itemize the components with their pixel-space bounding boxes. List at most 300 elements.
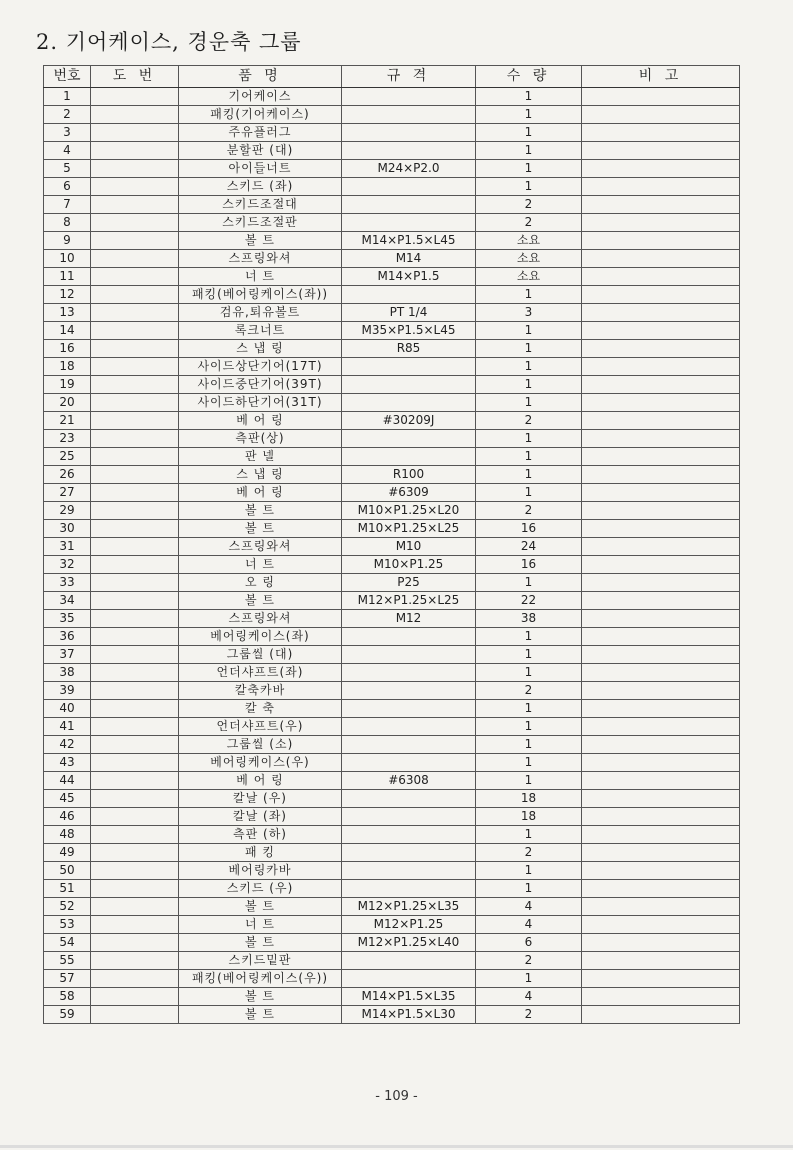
cell-drawing: [91, 484, 179, 502]
cell-drawing: [91, 844, 179, 862]
cell-qty: 1: [476, 880, 582, 898]
cell-note: [582, 916, 740, 934]
cell-note: [582, 574, 740, 592]
cell-spec: M14×P1.5: [342, 268, 476, 286]
page-number: - 109 -: [375, 1089, 418, 1104]
cell-qty: 4: [476, 988, 582, 1006]
cell-drawing: [91, 214, 179, 232]
cell-spec: [342, 448, 476, 466]
cell-name: 스키드 (우): [179, 880, 342, 898]
cell-note: [582, 142, 740, 160]
cell-no: 27: [44, 484, 91, 502]
cell-no: 50: [44, 862, 91, 880]
cell-drawing: [91, 412, 179, 430]
cell-note: [582, 988, 740, 1006]
cell-no: 53: [44, 916, 91, 934]
table-row: [44, 574, 740, 592]
cell-name: 기어케이스: [179, 88, 342, 106]
cell-drawing: [91, 988, 179, 1006]
cell-note: [582, 196, 740, 214]
table-row: [44, 250, 740, 268]
cell-no: 20: [44, 394, 91, 412]
table-row: [44, 1006, 740, 1024]
cell-spec: [342, 88, 476, 106]
table-row: [44, 664, 740, 682]
cell-name: 패 킹: [179, 844, 342, 862]
cell-name: 베어링카바: [179, 862, 342, 880]
table-row: [44, 268, 740, 286]
cell-name: 스프링와셔: [179, 250, 342, 268]
cell-drawing: [91, 556, 179, 574]
cell-name: 너 트: [179, 556, 342, 574]
table-row: [44, 286, 740, 304]
cell-drawing: [91, 718, 179, 736]
table-row: [44, 88, 740, 106]
cell-qty: 1: [476, 646, 582, 664]
cell-qty: 2: [476, 214, 582, 232]
cell-qty: 18: [476, 790, 582, 808]
cell-qty: 1: [476, 736, 582, 754]
cell-note: [582, 772, 740, 790]
cell-note: [582, 790, 740, 808]
cell-qty: 4: [476, 916, 582, 934]
cell-spec: [342, 718, 476, 736]
table-row: [44, 556, 740, 574]
cell-drawing: [91, 934, 179, 952]
cell-qty: 18: [476, 808, 582, 826]
cell-no: 6: [44, 178, 91, 196]
cell-name: 스 냅 링: [179, 340, 342, 358]
cell-spec: [342, 106, 476, 124]
table-row: [44, 826, 740, 844]
cell-qty: 22: [476, 592, 582, 610]
cell-name: 칼축카바: [179, 682, 342, 700]
cell-no: 18: [44, 358, 91, 376]
cell-no: 13: [44, 304, 91, 322]
cell-qty: 3: [476, 304, 582, 322]
cell-drawing: [91, 916, 179, 934]
cell-name: 사이드상단기어(17T): [179, 358, 342, 376]
cell-no: 59: [44, 1006, 91, 1024]
cell-note: [582, 970, 740, 988]
cell-note: [582, 106, 740, 124]
cell-spec: M12: [342, 610, 476, 628]
cell-spec: [342, 682, 476, 700]
cell-qty: 1: [476, 448, 582, 466]
cell-qty: 16: [476, 556, 582, 574]
cell-note: [582, 628, 740, 646]
cell-note: [582, 268, 740, 286]
cell-name: 패킹(기어케이스): [179, 106, 342, 124]
table-row: [44, 934, 740, 952]
table-row: [44, 484, 740, 502]
table-row: [44, 466, 740, 484]
cell-spec: #30209J: [342, 412, 476, 430]
cell-no: 30: [44, 520, 91, 538]
cell-qty: 2: [476, 682, 582, 700]
cell-note: [582, 1006, 740, 1024]
table-row: [44, 772, 740, 790]
table-row: [44, 610, 740, 628]
cell-drawing: [91, 646, 179, 664]
cell-no: 41: [44, 718, 91, 736]
cell-note: [582, 898, 740, 916]
cell-name: 측판 (하): [179, 826, 342, 844]
cell-no: 2: [44, 106, 91, 124]
table-row: [44, 502, 740, 520]
cell-drawing: [91, 340, 179, 358]
cell-note: [582, 358, 740, 376]
cell-name: 그룹씰 (소): [179, 736, 342, 754]
cell-name: 볼 트: [179, 520, 342, 538]
table-row: [44, 844, 740, 862]
table-row: [44, 916, 740, 934]
table-row: [44, 178, 740, 196]
table-row: [44, 322, 740, 340]
table-row: [44, 700, 740, 718]
cell-qty: 1: [476, 286, 582, 304]
cell-note: [582, 322, 740, 340]
cell-spec: [342, 430, 476, 448]
cell-spec: M10×P1.25×L20: [342, 502, 476, 520]
table-row: [44, 358, 740, 376]
cell-name: 베어링케이스(좌): [179, 628, 342, 646]
cell-qty: 소요: [476, 268, 582, 286]
cell-note: [582, 682, 740, 700]
cell-spec: [342, 664, 476, 682]
cell-qty: 2: [476, 844, 582, 862]
cell-qty: 2: [476, 1006, 582, 1024]
cell-spec: [342, 196, 476, 214]
table-row: [44, 970, 740, 988]
cell-drawing: [91, 592, 179, 610]
cell-spec: [342, 880, 476, 898]
table-row: [44, 808, 740, 826]
cell-note: [582, 412, 740, 430]
cell-spec: M14: [342, 250, 476, 268]
cell-note: [582, 304, 740, 322]
cell-spec: M12×P1.25×L40: [342, 934, 476, 952]
cell-spec: [342, 844, 476, 862]
table-row: [44, 592, 740, 610]
cell-name: 스키드조절판: [179, 214, 342, 232]
table-row: [44, 430, 740, 448]
table-row: [44, 718, 740, 736]
cell-drawing: [91, 304, 179, 322]
parts-table-body: [44, 88, 740, 1024]
cell-name: 그룹씰 (대): [179, 646, 342, 664]
cell-note: [582, 502, 740, 520]
cell-drawing: [91, 754, 179, 772]
cell-no: 57: [44, 970, 91, 988]
cell-qty: 1: [476, 772, 582, 790]
table-row: [44, 952, 740, 970]
cell-no: 43: [44, 754, 91, 772]
cell-drawing: [91, 664, 179, 682]
cell-drawing: [91, 952, 179, 970]
cell-drawing: [91, 322, 179, 340]
page-title: 2. 기어케이스, 경운축 그룹: [36, 30, 302, 54]
cell-note: [582, 952, 740, 970]
cell-name: 칼 축: [179, 700, 342, 718]
cell-name: 볼 트: [179, 898, 342, 916]
cell-qty: 2: [476, 196, 582, 214]
cell-qty: 1: [476, 754, 582, 772]
cell-qty: 1: [476, 718, 582, 736]
cell-qty: 1: [476, 124, 582, 142]
cell-name: 주유플러그: [179, 124, 342, 142]
header-no: 번호: [44, 66, 91, 88]
cell-no: 51: [44, 880, 91, 898]
cell-spec: [342, 142, 476, 160]
table-row: [44, 106, 740, 124]
cell-no: 10: [44, 250, 91, 268]
cell-name: 오 링: [179, 574, 342, 592]
cell-name: 검유,퇴유볼트: [179, 304, 342, 322]
cell-name: 너 트: [179, 268, 342, 286]
cell-no: 8: [44, 214, 91, 232]
cell-drawing: [91, 358, 179, 376]
cell-no: 23: [44, 430, 91, 448]
cell-no: 37: [44, 646, 91, 664]
cell-no: 44: [44, 772, 91, 790]
cell-note: [582, 826, 740, 844]
cell-spec: #6308: [342, 772, 476, 790]
table-row: [44, 682, 740, 700]
cell-no: 45: [44, 790, 91, 808]
cell-name: 아이들너트: [179, 160, 342, 178]
cell-name: 사이드중단기어(39T): [179, 376, 342, 394]
cell-name: 베 어 링: [179, 412, 342, 430]
cell-qty: 1: [476, 628, 582, 646]
cell-drawing: [91, 880, 179, 898]
cell-note: [582, 538, 740, 556]
cell-name: 볼 트: [179, 592, 342, 610]
header-spec: 규 격: [342, 66, 476, 88]
cell-note: [582, 592, 740, 610]
cell-note: [582, 934, 740, 952]
cell-no: 5: [44, 160, 91, 178]
cell-drawing: [91, 106, 179, 124]
cell-name: 패킹(베어링케이스(우)): [179, 970, 342, 988]
cell-no: 3: [44, 124, 91, 142]
cell-no: 32: [44, 556, 91, 574]
cell-qty: 6: [476, 934, 582, 952]
cell-name: 분할판 (대): [179, 142, 342, 160]
cell-no: 1: [44, 88, 91, 106]
cell-drawing: [91, 124, 179, 142]
cell-name: 록크너트: [179, 322, 342, 340]
table-row: [44, 214, 740, 232]
cell-spec: [342, 826, 476, 844]
cell-drawing: [91, 520, 179, 538]
table-row: [44, 898, 740, 916]
cell-no: 35: [44, 610, 91, 628]
table-row: [44, 124, 740, 142]
cell-no: 14: [44, 322, 91, 340]
cell-qty: 1: [476, 178, 582, 196]
cell-name: 볼 트: [179, 232, 342, 250]
cell-spec: M24×P2.0: [342, 160, 476, 178]
cell-spec: [342, 952, 476, 970]
cell-note: [582, 232, 740, 250]
header-note: 비 고: [582, 66, 740, 88]
cell-qty: 1: [476, 970, 582, 988]
cell-note: [582, 466, 740, 484]
cell-note: [582, 286, 740, 304]
cell-no: 21: [44, 412, 91, 430]
cell-note: [582, 880, 740, 898]
cell-note: [582, 718, 740, 736]
cell-no: 40: [44, 700, 91, 718]
cell-drawing: [91, 160, 179, 178]
cell-note: [582, 394, 740, 412]
cell-name: 너 트: [179, 916, 342, 934]
cell-name: 볼 트: [179, 988, 342, 1006]
cell-no: 54: [44, 934, 91, 952]
cell-spec: [342, 754, 476, 772]
cell-drawing: [91, 862, 179, 880]
cell-no: 58: [44, 988, 91, 1006]
cell-qty: 소요: [476, 232, 582, 250]
cell-qty: 4: [476, 898, 582, 916]
cell-qty: 1: [476, 700, 582, 718]
cell-name: 스프링와셔: [179, 610, 342, 628]
cell-note: [582, 88, 740, 106]
cell-no: 26: [44, 466, 91, 484]
cell-qty: 1: [476, 466, 582, 484]
cell-name: 칼날 (좌): [179, 808, 342, 826]
table-row: [44, 736, 740, 754]
table-row: [44, 160, 740, 178]
cell-name: 측판(상): [179, 430, 342, 448]
cell-no: 46: [44, 808, 91, 826]
cell-no: 55: [44, 952, 91, 970]
cell-no: 4: [44, 142, 91, 160]
cell-drawing: [91, 538, 179, 556]
cell-note: [582, 160, 740, 178]
cell-drawing: [91, 178, 179, 196]
cell-qty: 2: [476, 502, 582, 520]
cell-spec: M14×P1.5×L45: [342, 232, 476, 250]
cell-spec: M14×P1.5×L35: [342, 988, 476, 1006]
cell-spec: M10×P1.25: [342, 556, 476, 574]
cell-no: 29: [44, 502, 91, 520]
cell-no: 52: [44, 898, 91, 916]
cell-no: 19: [44, 376, 91, 394]
cell-note: [582, 178, 740, 196]
cell-note: [582, 736, 740, 754]
cell-drawing: [91, 142, 179, 160]
parts-table: [43, 65, 740, 1024]
cell-qty: 2: [476, 952, 582, 970]
cell-drawing: [91, 700, 179, 718]
table-row: [44, 754, 740, 772]
cell-name: 스 냅 링: [179, 466, 342, 484]
cell-note: [582, 808, 740, 826]
cell-spec: [342, 358, 476, 376]
cell-spec: #6309: [342, 484, 476, 502]
cell-no: 36: [44, 628, 91, 646]
cell-note: [582, 340, 740, 358]
cell-note: [582, 556, 740, 574]
cell-qty: 24: [476, 538, 582, 556]
cell-no: 31: [44, 538, 91, 556]
cell-drawing: [91, 250, 179, 268]
cell-drawing: [91, 394, 179, 412]
cell-spec: M35×P1.5×L45: [342, 322, 476, 340]
cell-drawing: [91, 286, 179, 304]
table-row: [44, 340, 740, 358]
cell-no: 33: [44, 574, 91, 592]
table-row: [44, 412, 740, 430]
cell-spec: [342, 700, 476, 718]
cell-drawing: [91, 1006, 179, 1024]
cell-qty: 1: [476, 430, 582, 448]
cell-name: 스키드 (좌): [179, 178, 342, 196]
cell-spec: R100: [342, 466, 476, 484]
cell-no: 38: [44, 664, 91, 682]
cell-qty: 1: [476, 574, 582, 592]
cell-qty: 1: [476, 160, 582, 178]
cell-no: 42: [44, 736, 91, 754]
cell-name: 스키드조절대: [179, 196, 342, 214]
cell-no: 49: [44, 844, 91, 862]
cell-spec: [342, 376, 476, 394]
table-row: [44, 376, 740, 394]
cell-drawing: [91, 970, 179, 988]
cell-qty: 소요: [476, 250, 582, 268]
cell-note: [582, 862, 740, 880]
table-row: [44, 448, 740, 466]
cell-drawing: [91, 808, 179, 826]
table-row: [44, 520, 740, 538]
cell-note: [582, 448, 740, 466]
table-row: [44, 142, 740, 160]
cell-drawing: [91, 790, 179, 808]
cell-no: 12: [44, 286, 91, 304]
table-row: [44, 196, 740, 214]
cell-qty: 1: [476, 484, 582, 502]
cell-drawing: [91, 232, 179, 250]
cell-note: [582, 646, 740, 664]
cell-name: 스프링와셔: [179, 538, 342, 556]
cell-spec: M10×P1.25×L25: [342, 520, 476, 538]
cell-name: 베 어 링: [179, 484, 342, 502]
cell-drawing: [91, 682, 179, 700]
cell-drawing: [91, 610, 179, 628]
cell-drawing: [91, 898, 179, 916]
cell-name: 패킹(베어링케이스(좌)): [179, 286, 342, 304]
cell-drawing: [91, 430, 179, 448]
cell-spec: [342, 970, 476, 988]
cell-no: 11: [44, 268, 91, 286]
cell-spec: [342, 736, 476, 754]
table-row: [44, 988, 740, 1006]
cell-drawing: [91, 502, 179, 520]
cell-spec: [342, 808, 476, 826]
cell-drawing: [91, 628, 179, 646]
cell-spec: M12×P1.25: [342, 916, 476, 934]
cell-qty: 1: [476, 322, 582, 340]
scan-edge: [0, 1145, 793, 1148]
cell-spec: [342, 394, 476, 412]
cell-name: 베 어 링: [179, 772, 342, 790]
cell-spec: M10: [342, 538, 476, 556]
cell-qty: 1: [476, 826, 582, 844]
cell-qty: 1: [476, 376, 582, 394]
table-row: [44, 862, 740, 880]
